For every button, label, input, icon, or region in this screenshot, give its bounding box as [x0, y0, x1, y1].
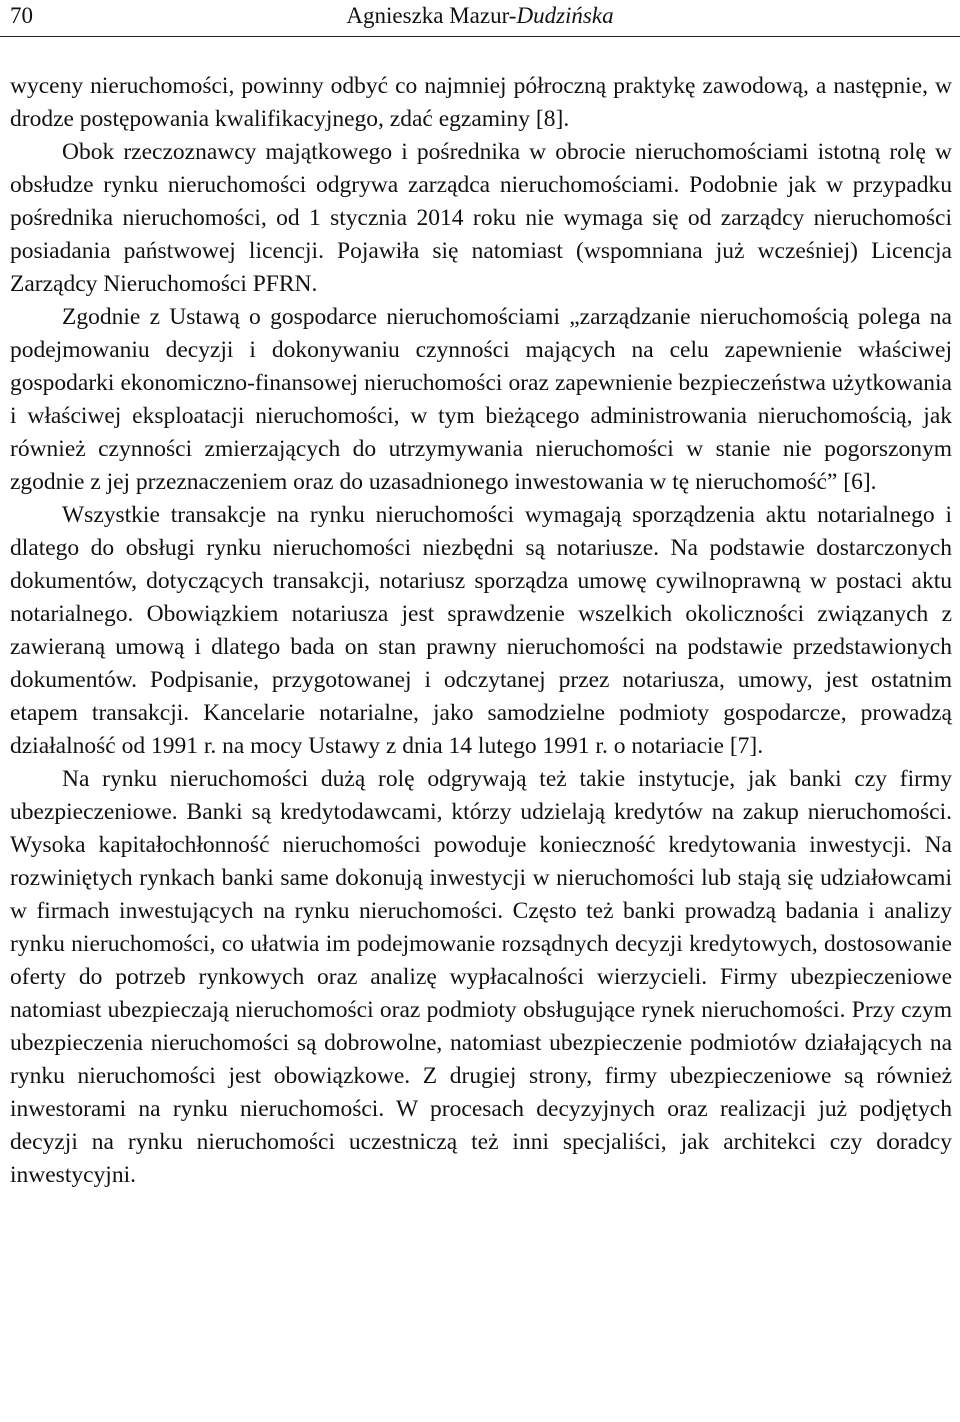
body-text [10, 70, 952, 1192]
paragraph-continued: wyceny nieruchomości, powinny odbyć co najmniej półroczną praktykę zawodową, a następnie, w drodze postępowania kwalifikacyjnego, zdać egzaminy [8]. [10, 73, 952, 132]
paragraph-zarzadca: Obok rzeczoznawcy majątkowego i pośrednika w obrocie nieruchomościami istotną rolę w obsłudze rynku nieruchomości odgrywa zarządca nieruchomościami. Podobnie jak w przypadku pośrednika nieruchomości, od 1 stycznia 2014 roku nie wymaga się od zarządcy nieruchomości posiadania państwowej licencji. Pojawiła się natomiast (wspomniana już wcześniej) Licencja Zarządcy Nieruchomości PFRN. [10, 139, 952, 297]
author-name: Agnieszka Mazur- [346, 3, 517, 28]
paragraph-banki: Na rynku nieruchomości dużą rolę odgrywają też takie instytucje, jak banki czy firmy ubezpieczeniowe. Banki są kredytodawcami, którzy udzielają kredytów na zakup nieruchomości. Wysoka kapitałochłonność nieruchomości powoduje konieczność kredytowania inwestycji. Na rozwiniętych rynkach banki same dokonują inwestycji w nieruchomości lub stają się udziałowcami w firmach inwestujących na rynku nieruchomości. Często też banki prowadzą badania i analizy rynku nieruchomości, co ułatwia im podejmowanie rozsądnych decyzji kredytowych, dostosowanie oferty do potrzeb rynkowych oraz analizę wypłacalności wierzycieli. Firmy ubezpieczeniowe natomiast ubezpieczają nieruchomości oraz podmioty obsługujące rynek nieruchomości. Przy czym ubezpieczenia nieruchomości są dobrowolne, natomiast ubezpieczenie podmiotów działających na rynku nieruchomości jest obowiązkowe. Z drugiej strony, firmy ubezpieczeniowe są również inwestorami na rynku nieruchomości. W procesach decyzyjnych oraz realizacji już podjętych decyzji na rynku nieruchomości uczestniczą też inni specjaliści, jak architekci czy doradcy inwestycyjni. [10, 766, 952, 1188]
running-header [0, 0, 960, 42]
running-head-author [0, 2, 960, 30]
page-number: 70 [10, 3, 33, 28]
paragraph-ustawa: Zgodnie z Ustawą o gospodarce nieruchomościami „zarządzanie nieruchomością polega na podejmowaniu decyzji i dokonywaniu czynności mających na celu zapewnienie właściwej gospodarki ekonomiczno-finansowej nieruchomości oraz zapewnienie bezpieczeństwa użytkowania i właściwej eksploatacji nieruchomości, w tym bieżącego administrowania nieruchomością, jak również czynności zmierzających do utrzymywania nieruchomości w stanie nie pogorszonym zgodnie z jej przeznaczeniem oraz do uzasadnionego inwestowania w tę nieruchomość” [6]. [10, 304, 952, 495]
paragraph-notariusze: Wszystkie transakcje na rynku nieruchomości wymagają sporządzenia aktu notarialnego i dlatego do obsługi rynku nieruchomości niezbędni są notariusze. Na podstawie dostarczonych dokumentów, dotyczących transakcji, notariusz sporządza umowę cywilnoprawną w postaci aktu notarialnego. Obowiązkiem notariusza jest sprawdzenie wszelkich okoliczności związanych z zawieraną umową i dlatego bada on stan prawny nieruchomości na podstawie przedstawionych dokumentów. Podpisanie, przygotowanej i odczytanej przez notariusza, umowy, jest ostatnim etapem transakcji. Kancelarie notarialne, jako samodzielne podmioty gospodarcze, prowadzą działalność od 1991 r. na mocy Ustawy z dnia 14 lutego 1991 r. o notariacie [7]. [10, 502, 952, 759]
author-name-italic: Dudzińska [516, 3, 614, 28]
header-rule [0, 36, 960, 37]
